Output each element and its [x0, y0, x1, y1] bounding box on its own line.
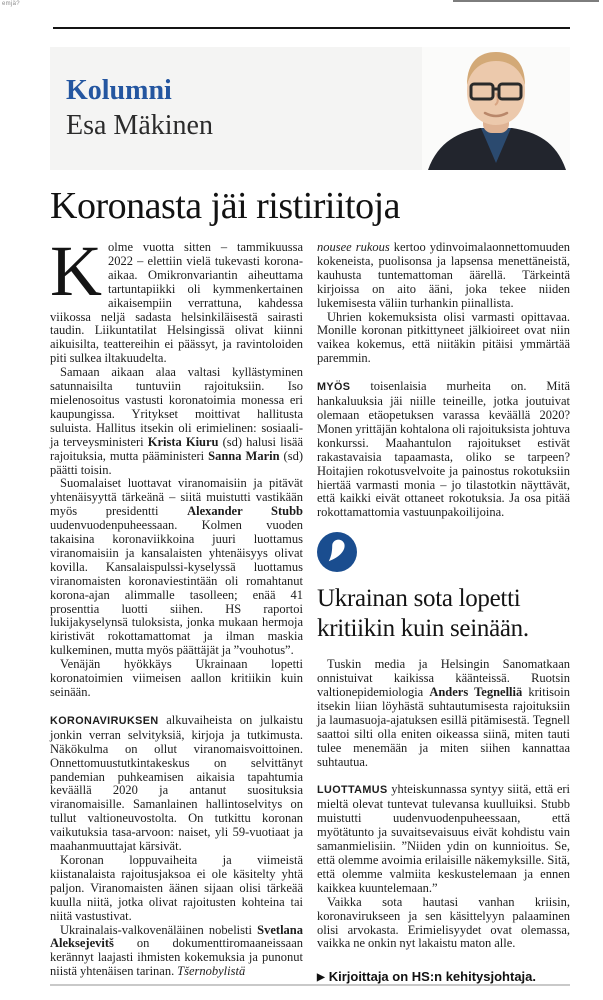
text-segment: kritisoin itsekin liian löyhästä suhtautumisesta rajoituksiin ja laumasuoja-ajatuksen esillä pitämisestä. Tegnell saattoi silti olla eniten oikeassa siinä, miten tauti tulee menemään ja miten siihen kannattaa suhtautua. — [317, 685, 571, 769]
author-byline — [317, 969, 570, 984]
text-segment: uudenvuodenpuheessaan. Kolmen vuoden takaisina koronaviikkoina juuri luottamus viranomaisiin ja kansalaisten yhtenäisyys olivat kovilla. Kansalaispulssi-kyselyssä luottamus viranomaisten koronaviestintään oli romahtanut korona-ajan alimmalle tasolleen; enää 41 prosenttia luotti siihen. HS raportoi lukijakyselynsä tuloksista, jonka mukaan hermoja kiristivät rokottamattomat ja ilman maskia kulkeminen, mutta myös päättäjät ja ”vouhotus”. — [50, 518, 303, 658]
column-header-titles — [66, 75, 213, 143]
text-column-left — [50, 231, 304, 984]
text-segment: nousee rukous — [317, 240, 390, 254]
text-segment: Sanna Marin — [208, 448, 280, 463]
right-column-bottom — [317, 658, 570, 951]
author-photo-illustration — [422, 47, 570, 170]
text-segment: on dokumenttiromaaneissaan kerännyt laajasti ihmisten kokemuksia ja punonut niistä yhtenäisen tarinan. — [50, 936, 303, 979]
paragraph — [50, 366, 303, 477]
text-segment: Suomalaiset luottavat viranomaisiin ja pitävät yhtenäisyyttä tärkeänä – siitä muistutti vastikään myös presidentti — [50, 476, 303, 519]
kicker: Kolumni — [66, 75, 172, 106]
text-segment: Svetlana Aleksejevitš — [50, 922, 303, 951]
text-column-right — [317, 241, 570, 984]
text-segment: Koronan loppuvaiheita ja viimeistä kiistanalaista rajoitusjaksoa ei ole käsitelty yhtä paljon. Viranomaisten äänen sijaan olisi tärkeää kuulla niitä, jotka olivat rajoitusten kohteina tai niitä vastustivat. — [50, 852, 303, 923]
text-segment: (sd) päätti toisin. — [50, 448, 303, 477]
bottom-rule — [50, 984, 570, 986]
drop-cap: K — [50, 231, 102, 311]
paragraph — [50, 924, 303, 980]
corner-text-fragment: emjä? — [2, 1, 20, 7]
section-lead-word: KORONAVIRUKSEN — [50, 714, 159, 727]
section-lead-word: LUOTTAMUS — [317, 784, 388, 797]
cropped-element-edge — [453, 0, 599, 2]
paragraph — [50, 854, 303, 924]
text-segment: kertoo ydinvoimalaonnettomuuden kokeneista, puolisonsa ja lapsensa menettäneistä, kauhusta tuntemattoman äärellä. Tärkeintä kirjoissa on aito ääni, joka tekee niiden lukemisesta väliin turhankin piinallista. — [317, 240, 570, 310]
paragraph — [317, 241, 570, 311]
byline-text: Kirjoittaja on HS:n kehitysjohtaja. — [328, 969, 537, 985]
text-segment: Venäjän hyökkäys Ukrainaan lopetti koronatoimien viimeisen aallon kritiikin kuin seinään. — [50, 657, 303, 699]
text-segment: Krista Kiuru — [147, 434, 219, 449]
paragraph — [50, 714, 303, 854]
text-segment: Tšernobylistä — [177, 964, 246, 979]
paragraph — [317, 896, 570, 952]
paragraph — [50, 231, 303, 366]
paragraph — [50, 658, 303, 700]
paragraph — [317, 380, 570, 520]
paragraph — [317, 311, 570, 367]
text-segment: olme vuotta sitten – tammikuussa 2022 – elettiin vielä tukevasti korona-aikaa. Omikronvariantin aiheuttama tartuntapiikki oli kymmenkertainen aikaisempiin verrattuna, kahdessa viikossa neljä sadasta helsinkiläisestä sairasti taudin. Liikuntatilat Helsingissä olivat kiinni aikuisilta, teattereihin ei päässyt, ja ravintoloiden piti sulkea iltakuudelta. — [50, 240, 303, 366]
article-columns — [50, 231, 571, 985]
section-lead-word: MYÖS — [317, 381, 351, 394]
text-segment: alkuvaiheista on julkaistu jonkin verran selvityksiä, kirjoja ja tutkimusta. Näkökulma on ollut viranomaisvoittoinen. Onnettomuustutkintakeskus on selvittänyt pandemian puhkeamisen aikaisia tapahtumia keväällä 2020 ja antanut suosituksia viranomaisille. Samanlainen hallintoselvitys on tullut valtioneuvostolta. On tutkittu koronan vaikutuksia tasa-arvoon: naiset, yli 59-vuotiaat ja maahanmuuttajat kärsivät. — [50, 712, 303, 854]
pull-quote-text: Ukrainan sota lopetti kritiikin kuin seinään. — [317, 585, 529, 643]
text-segment: Uhrien kokemuksista olisi varmasti opittavaa. Monille koronan pitkittyneet jälkioireet ovat niin vaikea kokemus, että niitäkin pitäisi ymmärtää paremmin. — [317, 309, 570, 366]
author-name: Esa Mäkinen — [66, 110, 213, 141]
arrow-icon: ▶ — [317, 972, 325, 984]
paragraph — [317, 783, 570, 895]
text-segment: Tuskin media ja Helsingin Sanomatkaan onnistuivat kaikissa käänteissä. Ruotsin valtionepidemiologia — [317, 657, 570, 700]
quote-icon — [317, 532, 357, 572]
text-segment: yhteiskunnassa syntyy siitä, että eri mieltä olevat tuntevat tulevansa kuulluiksi. Stubb muistutti uudenvuodenpuheessaan, että myötätunto ja suvaitsevaisuus eivät kohdistu vain samanmielisiin. ”Niiden ydin on kunnioitus. Se, että olemme avoimia erilaisille näkemyksille. Sitä, että olemme valmiita keskustelemaan ja ennen kaikkea kuuntelemaan.” — [317, 782, 570, 895]
text-segment: (sd) halusi lisää rajoituksia, mutta pääministeri — [50, 434, 303, 463]
paragraph — [317, 658, 570, 769]
column-header — [50, 47, 570, 170]
article-title: Koronasta jäi ristiriitoja — [50, 185, 401, 227]
author-photo — [422, 47, 570, 170]
paragraph — [50, 477, 303, 658]
text-segment: Vaikka sota hautasi vanhan kriisin, koronavirukseen ja sen käsittelyyn palaaminen olisi arvokasta. Erimielisyydet ovat olemassa, vaikka ne onkin nyt lakaistu maton alle. — [317, 894, 570, 951]
article-content — [50, 47, 570, 984]
text-segment: Anders Tegnelliä — [429, 685, 523, 700]
text-segment: Samaan aikaan alaa valtasi kyllästyminen satunnaisilta tuntuviin rajoituksiin. Iso mielenosoitus vastusti koronatoimia monessa eri kaupungissa. Yritykset moittivat hallitusta suluista. Hallitus itsekin oli erimielinen: sosiaali- ja terveysministeri — [50, 365, 303, 449]
text-segment: toisenlaisia murheita on. Mitä hankaluuksia jäi niille teineille, jotka joutuivat olemaan etäopetuksen varassa keväällä 2020? Monen yrittäjän kohtalona oli rajoituksista johtuva konkurssi. Maahantulon rajoitukset estivät rakastavaisia tapaamasta, oliko se tarpeen? Hoitajien rokotusvelvoite ja painostus rokotuksiin hiertää varmasti monia – jo tilastotkin näyttävät, että kaikki eivät ottaneet rokotuksia. Ja osa pitää rokottamattomia vastuunpakoilijoina. — [317, 379, 570, 520]
text-segment: Alexander Stubb — [187, 504, 304, 519]
pull-quote — [317, 532, 570, 644]
right-column-top — [317, 241, 570, 520]
text-segment: Ukrainalais-valkovenäläinen nobelisti — [60, 922, 258, 937]
top-rule — [53, 27, 570, 29]
